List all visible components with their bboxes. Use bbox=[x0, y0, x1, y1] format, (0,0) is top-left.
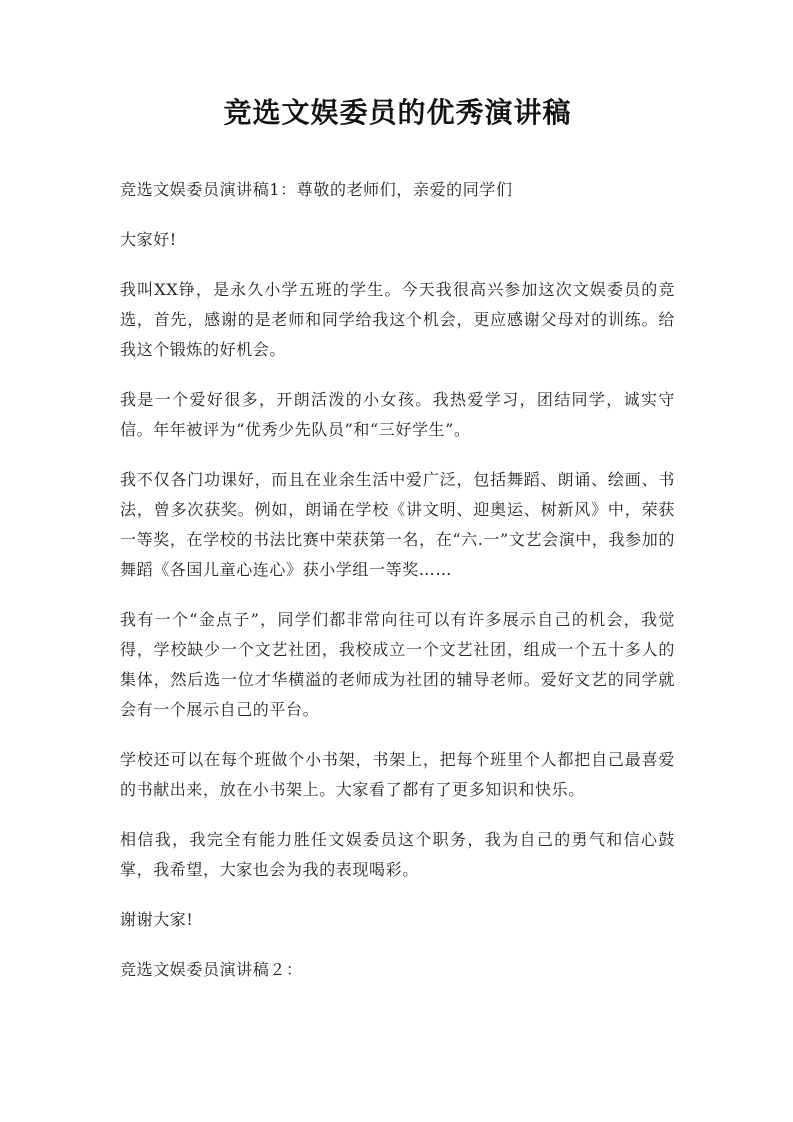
paragraph-2: 大家好! bbox=[120, 230, 177, 249]
paragraph-5: 我不仅各门功课好，而且在业余生活中爱广泛，包括舞蹈、朗诵、绘画、书法，曾多次获奖。例如，朗诵在学校《讲文明、迎奥运、树新风》中，荣获一等奖，在学校的书法比赛中荣获第一名，在“六.一”文艺会演中，我参加的舞蹈《各国儿童心连心》获小学组一等奖…… bbox=[120, 470, 675, 579]
paragraph-4: 我是一个爱好很多，开朗活泼的小女孩。我热爱学习，团结同学，诚实守信。年年被评为“优秀少先队员”和“三好学生”。 bbox=[120, 390, 675, 439]
paragraph-9: 谢谢大家! bbox=[120, 910, 194, 929]
paragraph-7: 学校还可以在每个班做个小书架，书架上，把每个班里个人都把自己最喜爱的书献出来，放在小书架上。大家看了都有了更多知识和快乐。 bbox=[120, 750, 675, 799]
paragraph-10: 竞选文娱委员演讲稿２： bbox=[120, 960, 303, 979]
paragraph-8: 相信我，我完全有能力胜任文娱委员这个职务，我为自己的勇气和信心鼓掌，我希望，大家也会为我的表现喝彩。 bbox=[120, 830, 675, 879]
paragraph-6: 我有一个“金点子”，同学们都非常向往可以有许多展示自己的机会，我觉得，学校缺少一个文艺社团，我校成立一个文艺社团，组成一个五十多人的集体，然后选一位才华横溢的老师成为社团的辅导老师。爱好文艺的同学就会有一个展示自己的平台。 bbox=[120, 610, 675, 719]
document-title: 竞选文娱委员的优秀演讲稿 bbox=[223, 96, 572, 129]
paragraph-3: 我叫XX铮，是永久小学五班的学生。今天我很高兴参加这次文娱委员的竞选，首先，感谢的是老师和同学给我这个机会，更应感谢父母对的训练。给我这个锻炼的好机会。 bbox=[120, 280, 675, 359]
paragraph-1: 竞选文娱委员演讲稿1：尊敬的老师们，亲爱的同学们 bbox=[120, 180, 513, 199]
